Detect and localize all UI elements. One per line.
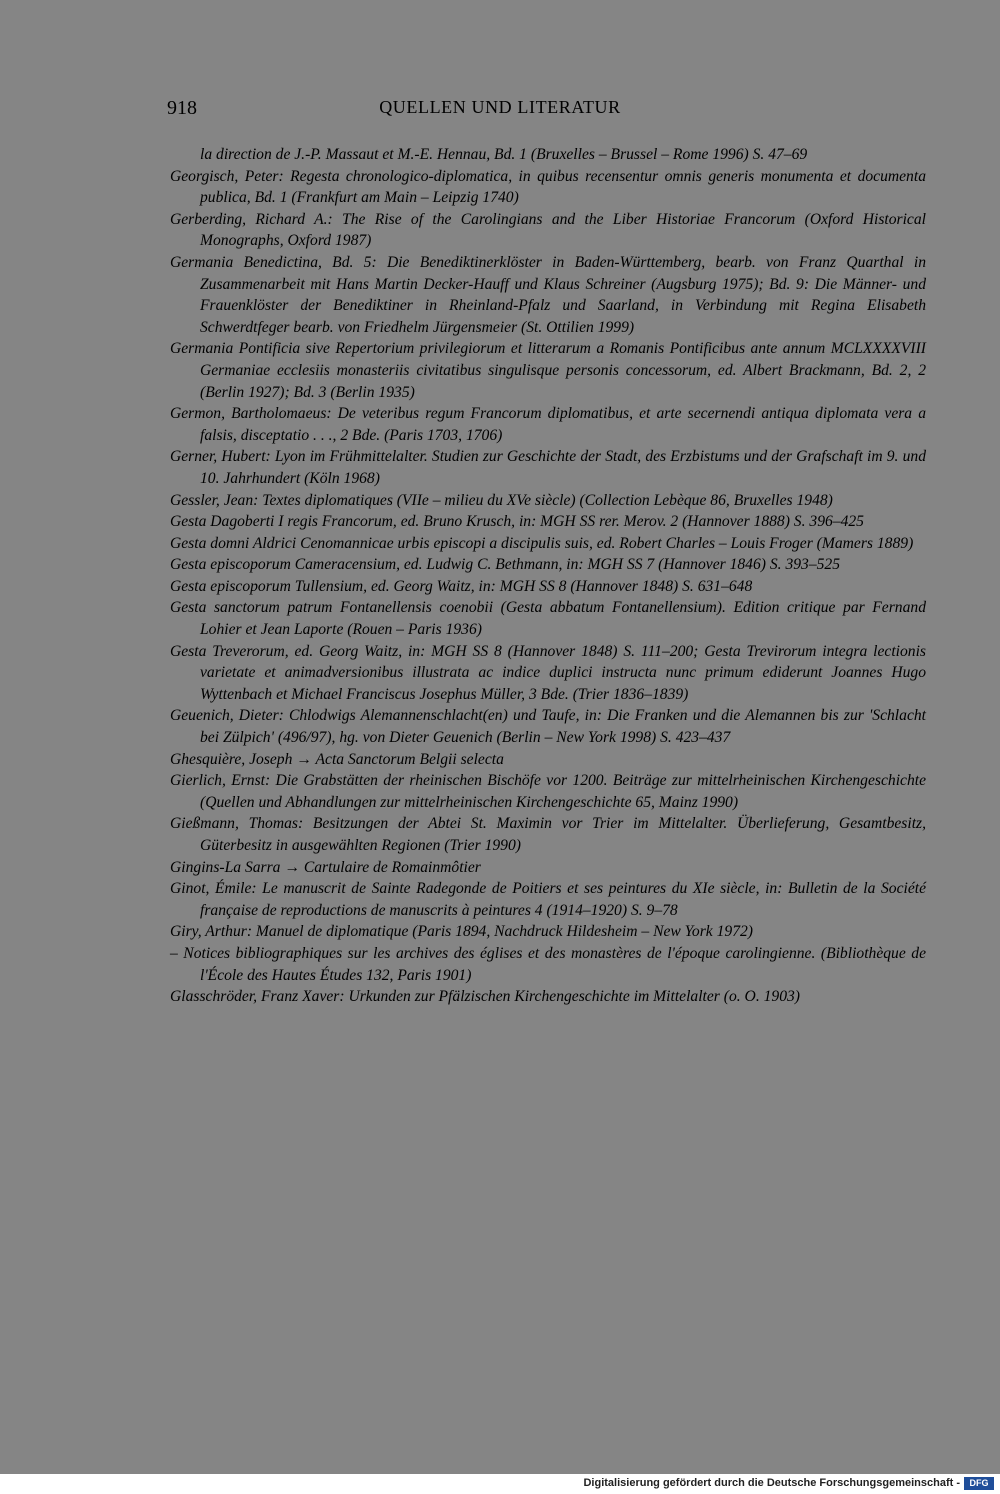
bibliography-entry: Germania Benedictina, Bd. 5: Die Benediktinerklöster in Baden-Württemberg, bearb. von Franz Quarthal in Zusammenarbeit mit Hans Martin Decker-Hauff und Klaus Schreiner (Augsburg 1975); Bd. 9: Die Männer- und Frauenklöster der Benediktiner in Rheinland-Pfalz und Saarland, in Verbindung mit Regina Elisabeth Schwerdtfeger bearb. von Friedhelm Jürgensmeier (St. Ottilien 1999) <box>170 253 926 336</box>
bibliography-entry: Gesta domni Aldrici Cenomannicae urbis episcopi a discipulis suis, ed. Robert Charles – Louis Froger (Mamers 1889) <box>170 534 914 552</box>
page-number: 918 <box>167 97 197 119</box>
bibliography-entry: Giry, Arthur: Manuel de diplomatique (Paris 1894, Nachdruck Hildesheim – New York 1972) <box>170 923 753 941</box>
bibliography-entry: Gesta Treverorum, ed. Georg Waitz, in: MGH SS 8 (Hannover 1848) S. 111–200; Gesta Trevirorum integra lectionis varietate et animadversionibus illustrata ac indice duplici instructa nunc primum ediderunt Joannes Hugo Wyttenbach et Michael Franciscus Josephus Müller, 3 Bde. (Trier 1836–1839) <box>170 642 926 703</box>
bibliography-entry: Gerner, Hubert: Lyon im Frühmittelalter. Studien zur Geschichte der Stadt, des Erzbistums und der Grafschaft im 9. und 10. Jahrhundert (Köln 1968) <box>170 448 926 487</box>
bibliography-entry: Ghesquière, Joseph → Acta Sanctorum Belgii selecta <box>170 750 504 768</box>
bibliography-entry: Germon, Bartholomaeus: De veteribus regum Francorum diplomatibus, et arte secernendi antiqua diplomata vera a falsis, disceptatio . . ., 2 Bde. (Paris 1703, 1706) <box>170 405 926 444</box>
bibliography-entry: Glasschröder, Franz Xaver: Urkunden zur Pfälzischen Kirchengeschichte im Mittelalter (o. O. 1903) <box>170 988 801 1006</box>
bibliography-entry: Gesta episcoporum Cameracensium, ed. Ludwig C. Bethmann, in: MGH SS 7 (Hannover 1846) S. 393–525 <box>170 556 841 574</box>
bibliography-entry: Gießmann, Thomas: Besitzungen der Abtei St. Maximin vor Trier im Mittelalter. Überlieferung, Gesamtbesitz, Güterbesitz in ausgewählten Regionen (Trier 1990) <box>170 815 926 854</box>
bibliography-entry: Gierlich, Ernst: Die Grabstätten der rheinischen Bischöfe vor 1200. Beiträge zur mittelrheinischen Kirchengeschichte (Quellen und Abhandlungen zur mittelrheinischen Kirchengeschichte 65, Mainz 1990) <box>170 772 926 811</box>
running-head: QUELLEN UND LITERATUR <box>379 97 621 117</box>
bibliography-entry: la direction de J.-P. Massaut et M.-E. Hennau, Bd. 1 (Bruxelles – Brussel – Rome 1996) S. 47–69 <box>200 146 808 163</box>
bibliography-entry: Georgisch, Peter: Regesta chronologico-diplomatica, in quibus recensentur omnis generis monumenta et documenta publica, Bd. 1 (Frankfurt am Main – Leipzig 1740) <box>170 167 926 207</box>
bibliography-entry: Gesta Dagoberti I regis Francorum, ed. Bruno Krusch, in: MGH SS rer. Merov. 2 (Hannover 1888) S. 396–425 <box>170 513 864 531</box>
dfg-logo-icon: DFG <box>964 1477 994 1490</box>
bibliography-entry: Gerberding, Richard A.: The Rise of the Carolingians and the Liber Historiae Francorum (Oxford Historical Monographs, Oxford 1987) <box>170 210 926 250</box>
bibliography-entry: Ginot, Émile: Le manuscrit de Sainte Radegonde de Poitiers et ses peintures du XIe siècle, in: Bulletin de la Société française de reproductions de manuscrits à peintures 4 (1914–1920) S. 9–78 <box>170 880 926 919</box>
bibliography-entry: Gingins-La Sarra → Cartulaire de Romainmôtier <box>170 858 481 876</box>
funding-credit: Digitalisierung gefördert durch die Deutsche Forschungsgemeinschaft - <box>583 1477 960 1489</box>
bibliography-entry: Gesta sanctorum patrum Fontanellensis coenobii (Gesta abbatum Fontanellensium). Edition critique par Fernand Lohier et Jean Laporte (Rouen – Paris 1936) <box>170 599 926 639</box>
bibliography-list <box>170 144 926 1008</box>
bibliography-entry: Germania Pontificia sive Repertorium privilegiorum et litterarum a Romanis Pontificibus ante annum MCLXXXXVIII Germaniae ecclesiis monasteriis civitatibus singulisque personis concessorum, ed. Albert Brackmann, Bd. 2, 2 (Berlin 1927); Bd. 3 (Berlin 1935) <box>170 340 926 401</box>
footer-bar <box>0 1474 1000 1494</box>
bibliography-entry: Geuenich, Dieter: Chlodwigs Alemannenschlacht(en) und Taufe, in: Die Franken und die Alemannen bis zur 'Schlacht bei Zülpich' (496/97), hg. von Dieter Geuenich (Berlin – New York 1998) S. 423–437 <box>170 707 926 747</box>
bibliography-entry: Gessler, Jean: Textes diplomatiques (VIIe – milieu du XVe siècle) (Collection Lebèque 86, Bruxelles 1948) <box>170 491 833 509</box>
bibliography-entry: – Notices bibliographiques sur les archives des églises et des monastères de l'époque carolingienne. (Bibliothèque de l'École des Hautes Études 132, Paris 1901) <box>170 944 926 984</box>
bibliography-entry: Gesta episcoporum Tullensium, ed. Georg Waitz, in: MGH SS 8 (Hannover 1848) S. 631–648 <box>170 577 753 595</box>
